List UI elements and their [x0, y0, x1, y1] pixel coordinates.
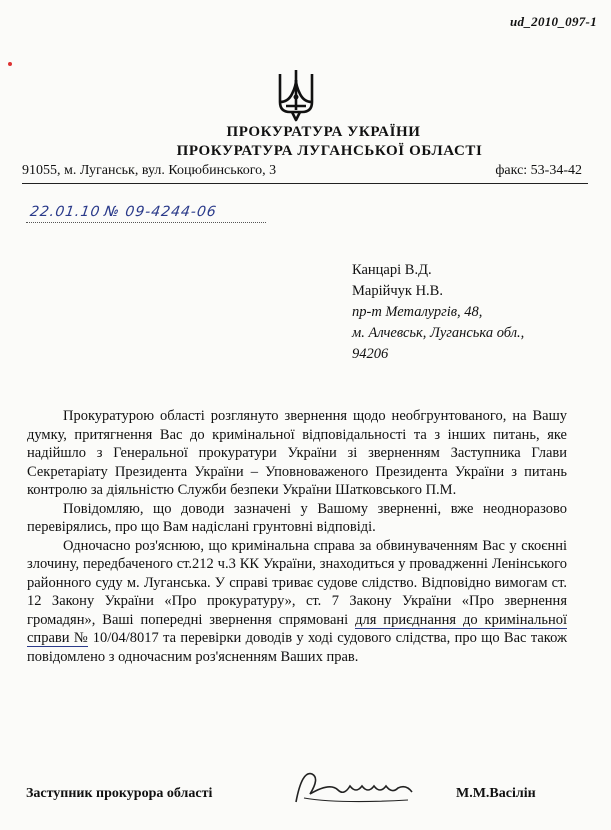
recipient-block	[352, 260, 524, 365]
paragraph-3-underlined: для приєднання до кримінальної справи №	[27, 611, 567, 646]
letter-body	[27, 407, 567, 666]
paragraph-2: Повідомляю, що доводи зазначені у Вашому зверненні, вже неодноразово перевірялись, про що Вам надіслані грунтовні відповіді.	[27, 500, 567, 535]
paragraph-3-part-a: Одночасно роз'яснюю, що кримінальна справа за обвинуваченням Вас у скоєнні злочину, передбаченого ст.212 ч.3 КК України, знаходиться у провадженні Ленінського районного суду м. Луганська. У справі триває судове слідство. Відповідно вимогам ст. 12 Закону України «Про прокуратуру», ст. 7 Закону України «Про звернення громадян», Ваші попередні звернення спрямовані	[27, 537, 567, 628]
red-speck	[8, 62, 12, 66]
org-title-oblast: ПРОКУРАТУРА ЛУГАНСЬКОЇ ОБЛАСТІ	[176, 143, 483, 159]
address-row	[22, 163, 586, 179]
paragraph-1: Прокуратурою області розглянуто звернення щодо необгрунтованого, на Вашу думку, притягнення Вас до кримінальної відповідальності та з інших питань, яке надійшло з Генеральної прокуратури України зі зверненням Заступника Глави Секретаріату Президента України – Уповноваженого Президента України з питань контролю за діяльністю Служби безпеки України Шатковського П.М.	[27, 408, 567, 498]
recipient-street: пр-т Металургів, 48,	[352, 304, 483, 320]
registration-dotted-line	[26, 222, 266, 223]
handwritten-date: 22.01.10	[28, 204, 102, 220]
recipient-name-1: Канцарі В.Д.	[352, 262, 432, 278]
address-text: 91055, м. Луганськ, вул. Коцюбинського, 3	[22, 163, 277, 178]
paragraph-3	[27, 537, 567, 667]
handwritten-number: № 09-4244-06	[103, 204, 218, 220]
handwritten-reg-number	[29, 204, 218, 220]
recipient-postcode: 94206	[352, 346, 389, 362]
recipient-city: м. Алчевськ, Луганська обл.,	[352, 325, 525, 341]
org-title-ukraine: ПРОКУРАТУРА УКРАЇНИ	[226, 124, 421, 140]
header-divider	[22, 183, 588, 184]
signatory-title: Заступник прокурора області	[26, 786, 213, 801]
signatory-name: М.М.Васілін	[456, 786, 536, 801]
recipient-name-2: Марійчук Н.В.	[352, 283, 443, 299]
handwritten-signature-mark	[290, 764, 420, 808]
trident-emblem-icon	[274, 66, 318, 122]
fax-text: факс: 53-34-42	[495, 163, 582, 178]
document-id: ud_2010_097-1	[510, 14, 597, 29]
paragraph-3-part-b: 10/04/8017 та перевірки доводів у ході судового слідства, про що Вас також повідомлено з одночасним роз'ясненням Ваших прав.	[27, 630, 567, 665]
